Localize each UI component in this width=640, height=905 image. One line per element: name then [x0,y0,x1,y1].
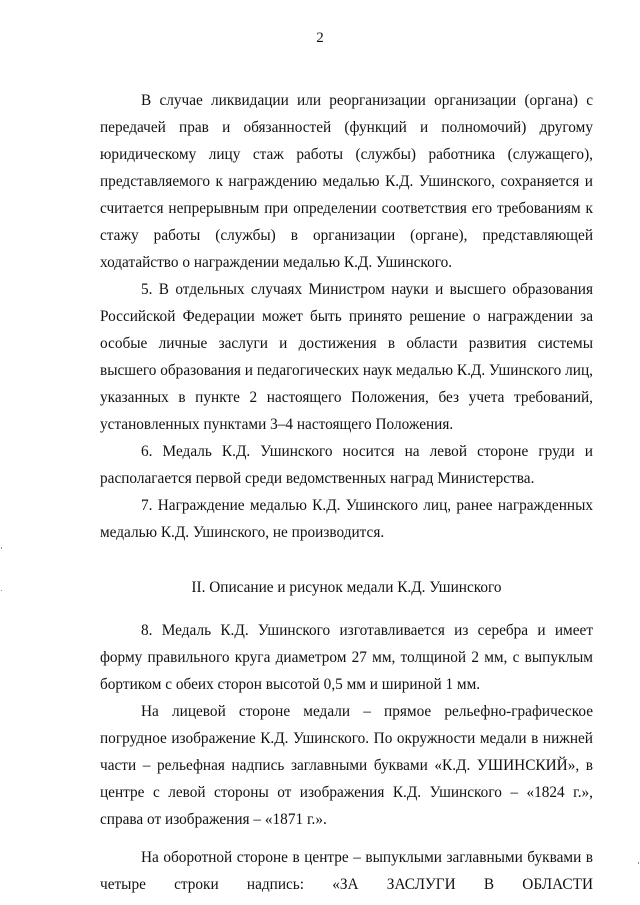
paragraph-obverse: На лицевой стороне медали – прямое рельефно-графическое погрудное изображение К.Д. Ушинского. По окружности медали в нижней части – рельефная надпись заглавными буквами «К.Д. УШИНСКИЙ», в центре с левой стороны от изображения К.Д. Ушинского – «1824 г.», справа от изображения – «1871 г.». [100,703,593,828]
scan-speck [638,862,639,864]
scan-speck [1,547,2,549]
paragraph-reverse: На оборотной стороне в центре – выпуклыми заглавными буквами в четыре строки надпись: «ЗА ЗАСЛУГИ В ОБЛАСТИ [100,849,593,893]
section-heading: II. Описание и рисунок медали К.Д. Ушинского [191,579,502,596]
paragraph-8: 8. Медаль К.Д. Ушинского изготавливается из серебра и имеет форму правильного круга диаметром 27 мм, толщиной 2 мм, с выпуклым бортиком с обеих сторон высотой 0,5 мм и шириной 1 мм. [100,622,593,693]
scan-speck [1,590,2,591]
document-body [100,87,593,898]
paragraph-7: 7. Награждение медалью К.Д. Ушинского лиц, ранее награжденных медалью К.Д. Ушинского, не производится. [100,497,593,541]
paragraph-5: 5. В отдельных случаях Министром науки и высшего образования Российской Федерации может быть принято решение о награждении за особые личные заслуги и достижения в области развития системы высшего образования и педагогических наук медалью К.Д. Ушинского лиц, указанных в пункте 2 настоящего Положения, без учета требований, установленных пунктами 3–4 настоящего Положения. [100,281,593,433]
page-number: 2 [316,30,324,46]
paragraph-reorganization: В случае ликвидации или реорганизации организации (органа) с передачей прав и обязанностей (функций и полномочий) другому юридическому лицу стаж работы (службы) работника (служащего), представляемого к награждению медалью К.Д. Ушинского, сохраняется и считается непрерывным при определении соответствия его требованиям к стажу работы (службы) в организации (органе), представляющей ходатайство о награждении медалью К.Д. Ушинского. [100,92,593,271]
paragraph-6: 6. Медаль К.Д. Ушинского носится на левой стороне груди и располагается первой среди ведомственных наград Министерства. [100,443,593,487]
